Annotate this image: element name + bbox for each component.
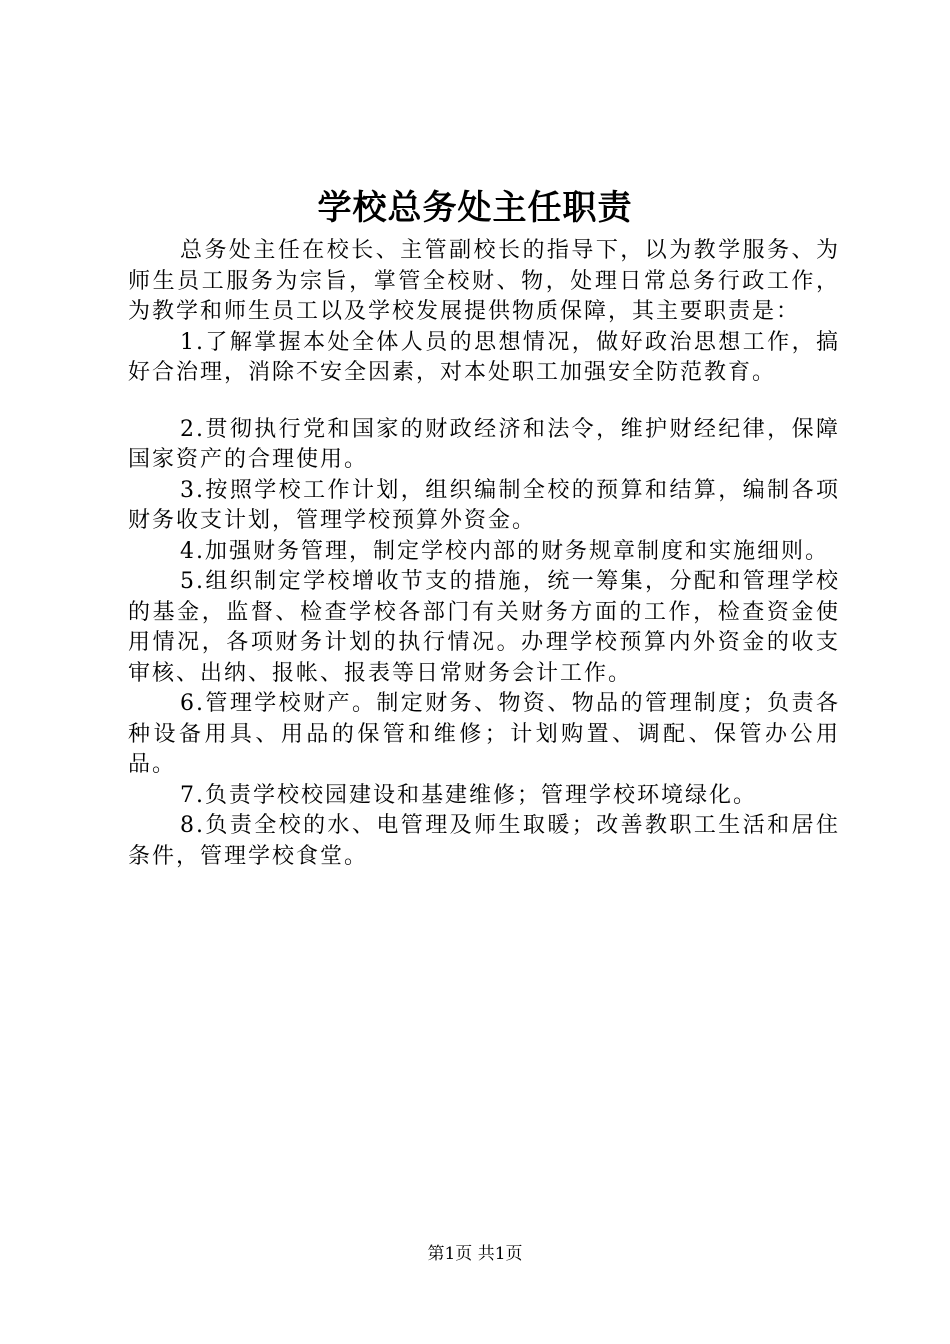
document-body: [128, 236, 840, 872]
duty-item-2: 2.贯彻执行党和国家的财政经济和法令，维护财经纪律，保障国家资产的合理使用。: [128, 416, 840, 472]
duty-item-5: 5.组织制定学校增收节支的措施，统一筹集，分配和管理学校的基金，监督、检查学校各部门有关财务方面的工作，检查资金使用情况，各项财务计划的执行情况。办理学校预算内外资金的收支审核、出纳、报帐、报表等日常财务会计工作。: [128, 569, 840, 686]
duty-item-1: 1.了解掌握本处全体人员的思想情况，做好政治思想工作，搞好合治理，消除不安全因素，对本处职工加强安全防范教育。: [128, 329, 840, 385]
duty-item-7: 7.负责学校校园建设和基建维修；管理学校环境绿化。: [180, 782, 757, 808]
document-title: 学校总务处主任职责: [317, 188, 633, 228]
duty-item-4: 4.加强财务管理，制定学校内部的财务规章制度和实施细则。: [180, 538, 829, 564]
duty-item-6: 6.管理学校财产。制定财务、物资、物品的管理制度；负责各种设备用具、用品的保管和维修；计划购置、调配、保管办公用品。: [128, 691, 840, 777]
page-footer: 第1页 共1页: [427, 1244, 523, 1264]
duty-item-8: 8.负责全校的水、电管理及师生取暖；改善教职工生活和居住条件，管理学校食堂。: [128, 813, 840, 869]
intro-paragraph: 总务处主任在校长、主管副校长的指导下，以为教学服务、为师生员工服务为宗旨，掌管全校财、物，处理日常总务行政工作，为教学和师生员工以及学校发展提供物质保障，其主要职责是：: [128, 238, 840, 324]
duty-item-3: 3.按照学校工作计划，组织编制全校的预算和结算，编制各项财务收支计划，管理学校预算外资金。: [128, 477, 840, 533]
